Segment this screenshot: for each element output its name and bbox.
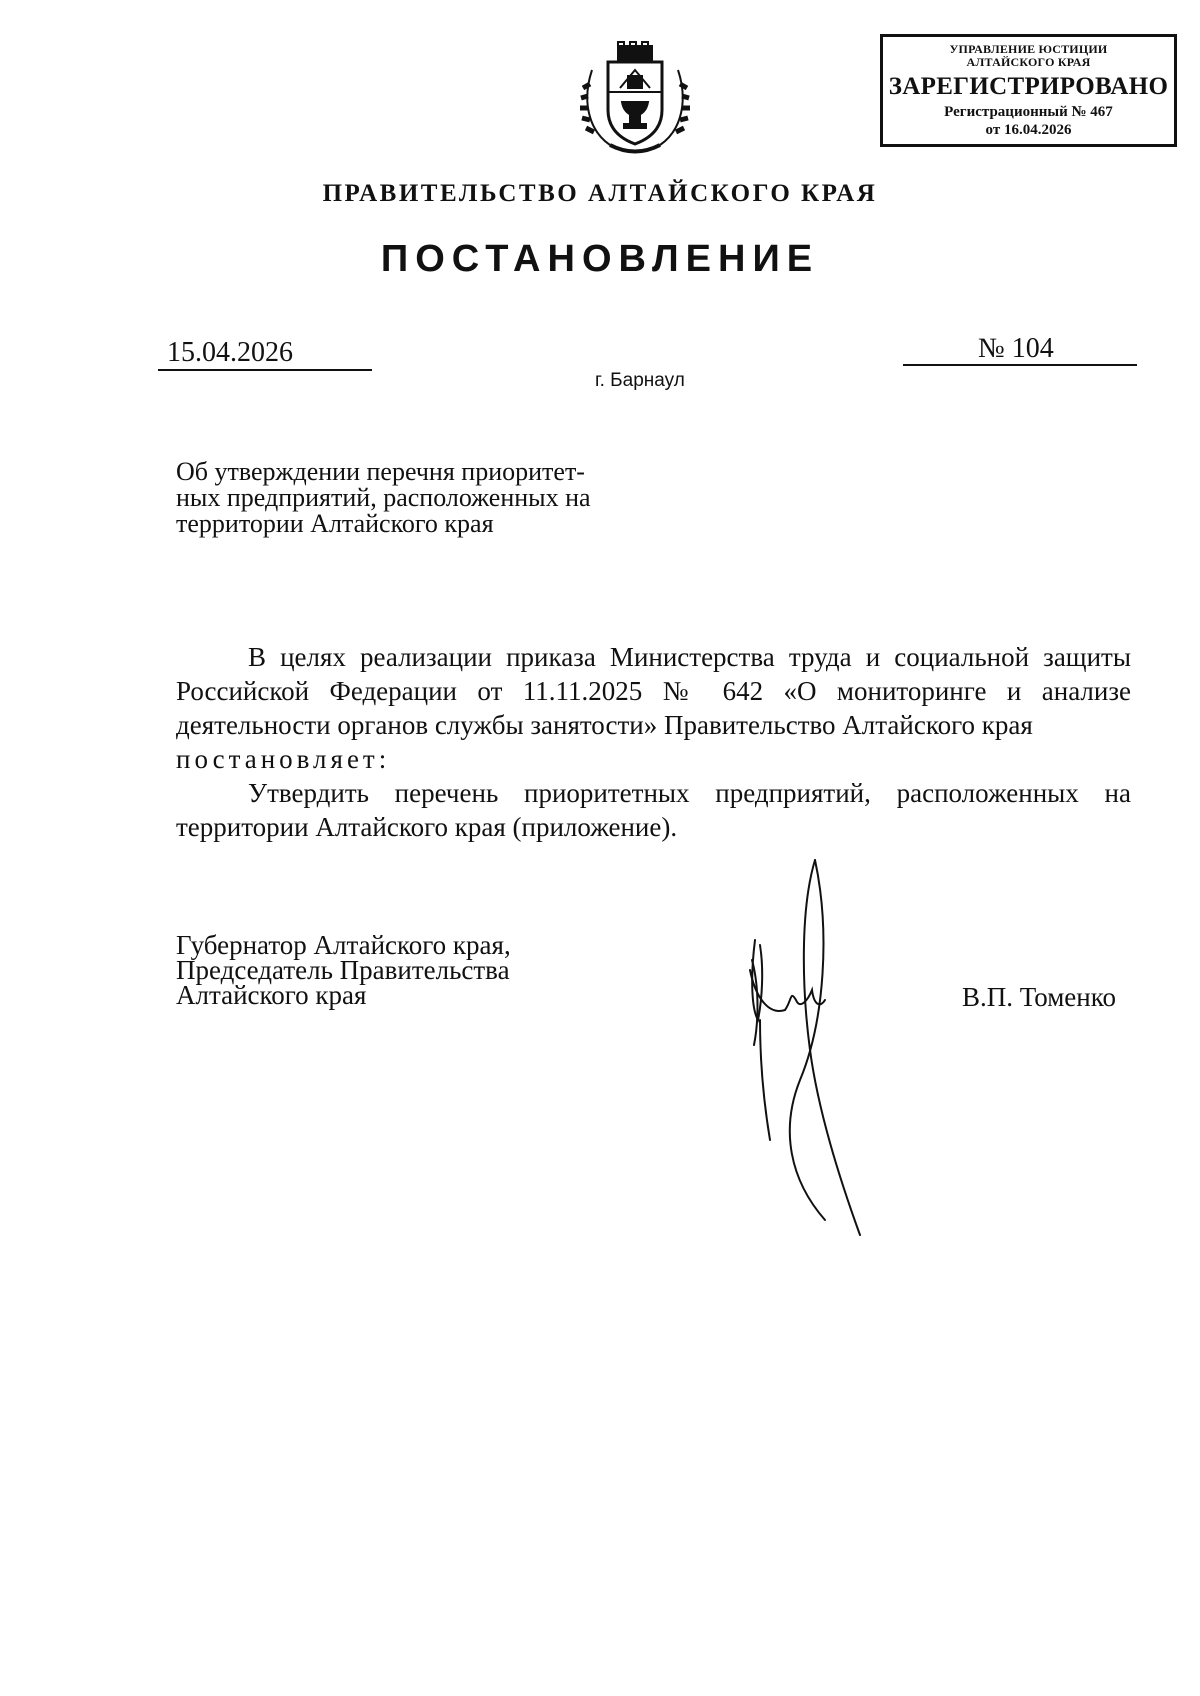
signer-title-line2: Председатель Правительства (176, 955, 510, 985)
subject-line2: ных предприятий, расположенных на (176, 483, 591, 512)
coat-of-arms-icon (580, 40, 690, 155)
body-paragraph-2: Утвердить перечень приоритетных предприятий, расположенных на территории Алтайского края (приложение). (176, 778, 1131, 842)
subject-line3: территории Алтайского края (176, 509, 494, 538)
body-paragraph-1: В целях реализации приказа Министерства труда и социальной защиты Российской Федерации от 11.11.2025 № 642 «О мониторинге и анализе деятельности органов службы занятости» Правительство Алтайского края (176, 642, 1131, 740)
stamp-date: от 16.04.2026 (985, 122, 1072, 138)
document-subject (176, 459, 656, 537)
signer-title-line1: Губернатор Алтайского края, (176, 930, 511, 960)
document-type: ПОСТАНОВЛЕНИЕ (380, 238, 820, 280)
stamp-department-line2: АЛТАЙСКОГО КРАЯ (966, 55, 1091, 69)
document-number: № 104 (978, 333, 1054, 364)
registration-stamp (880, 34, 1177, 147)
signer-title-line3: Алтайского края (176, 980, 367, 1010)
number-underline (903, 364, 1137, 366)
handwritten-signature (730, 850, 880, 1250)
government-title: ПРАВИТЕЛЬСТВО АЛТАЙСКОГО КРАЯ (322, 180, 878, 207)
signer-title (176, 930, 596, 1010)
stamp-department-line1: УПРАВЛЕНИЕ ЮСТИЦИИ (949, 42, 1108, 56)
stamp-department (883, 43, 1174, 69)
city: г. Барнаул (595, 370, 685, 391)
body-resolves: постановляет: (176, 744, 391, 774)
signer-name: В.П. Томенко (962, 982, 1116, 1012)
subject-line1: Об утверждении перечня приоритет- (176, 457, 585, 486)
document-body (176, 640, 1131, 844)
date-underline (158, 369, 372, 371)
document-date: 15.04.2026 (167, 337, 293, 368)
stamp-registration-number: Регистрационный № 467 (944, 104, 1113, 120)
stamp-status: ЗАРЕГИСТРИРОВАНО (888, 73, 1169, 100)
